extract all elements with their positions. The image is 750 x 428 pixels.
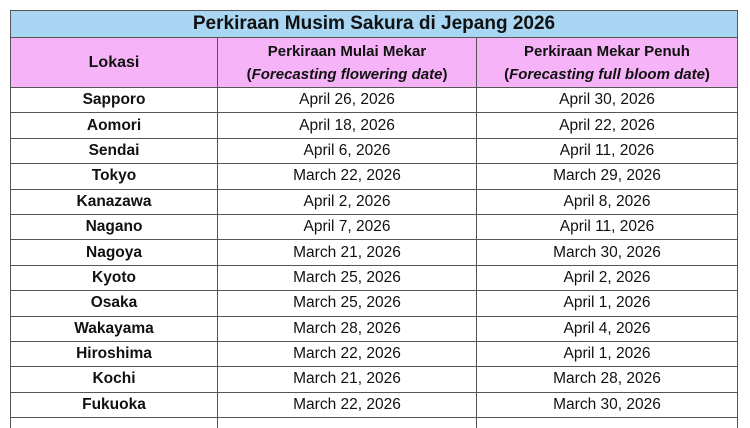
- full-bloom-date-cell: April 4, 2026: [477, 316, 738, 341]
- table-row: [11, 265, 738, 290]
- header-flowering-en: Forecasting flowering date: [252, 66, 443, 83]
- flowering-date-cell: April 18, 2026: [218, 113, 477, 138]
- table-row: [11, 214, 738, 239]
- table-row: [11, 240, 738, 265]
- table-row: [11, 138, 738, 163]
- table-row: [11, 291, 738, 316]
- full-bloom-date-cell: April 1, 2026: [477, 291, 738, 316]
- full-bloom-date-cell: April 22, 2026: [477, 113, 738, 138]
- full-bloom-date-cell: April 8, 2026: [477, 189, 738, 214]
- flowering-date-cell: March 22, 2026: [218, 164, 477, 189]
- location-cell: Sendai: [11, 138, 218, 163]
- table-row: [11, 341, 738, 366]
- header-flowering: [218, 38, 477, 88]
- table-row-partial: [11, 418, 738, 428]
- header-bloom-en: Forecasting full bloom date: [509, 66, 705, 83]
- flowering-date-cell: March 25, 2026: [218, 265, 477, 290]
- full-bloom-date-cell: March 30, 2026: [477, 240, 738, 265]
- location-cell: Aomori: [11, 113, 218, 138]
- flowering-date-cell: March 22, 2026: [218, 392, 477, 417]
- empty-cell: [11, 418, 218, 428]
- table-row: [11, 113, 738, 138]
- table-body: [11, 88, 738, 428]
- full-bloom-date-cell: April 11, 2026: [477, 214, 738, 239]
- sakura-forecast-table-wrapper: [10, 10, 737, 428]
- table-row: [11, 189, 738, 214]
- full-bloom-date-cell: April 30, 2026: [477, 88, 738, 113]
- empty-cell: [477, 418, 738, 428]
- table-row: [11, 164, 738, 189]
- location-cell: Osaka: [11, 291, 218, 316]
- flowering-date-cell: April 26, 2026: [218, 88, 477, 113]
- location-cell: Nagoya: [11, 240, 218, 265]
- full-bloom-date-cell: April 1, 2026: [477, 341, 738, 366]
- table-row: [11, 88, 738, 113]
- flowering-date-cell: April 6, 2026: [218, 138, 477, 163]
- flowering-date-cell: March 21, 2026: [218, 240, 477, 265]
- table-row: [11, 392, 738, 417]
- flowering-date-cell: April 7, 2026: [218, 214, 477, 239]
- location-cell: Fukuoka: [11, 392, 218, 417]
- header-location: Lokasi: [11, 38, 218, 88]
- header-bloom-en-wrap: (Forecasting full bloom date): [477, 63, 737, 86]
- header-flowering-id: Perkiraan Mulai Mekar: [218, 40, 476, 63]
- location-cell: Tokyo: [11, 164, 218, 189]
- flowering-date-cell: March 22, 2026: [218, 341, 477, 366]
- location-cell: Kochi: [11, 367, 218, 392]
- empty-cell: [218, 418, 477, 428]
- header-full-bloom: [477, 38, 738, 88]
- full-bloom-date-cell: March 30, 2026: [477, 392, 738, 417]
- full-bloom-date-cell: April 11, 2026: [477, 138, 738, 163]
- header-row: [11, 38, 738, 88]
- flowering-date-cell: March 21, 2026: [218, 367, 477, 392]
- full-bloom-date-cell: March 28, 2026: [477, 367, 738, 392]
- location-cell: Kyoto: [11, 265, 218, 290]
- header-bloom-id: Perkiraan Mekar Penuh: [477, 40, 737, 63]
- flowering-date-cell: March 25, 2026: [218, 291, 477, 316]
- title-row: [11, 11, 738, 38]
- full-bloom-date-cell: April 2, 2026: [477, 265, 738, 290]
- location-cell: Sapporo: [11, 88, 218, 113]
- flowering-date-cell: April 2, 2026: [218, 189, 477, 214]
- location-cell: Wakayama: [11, 316, 218, 341]
- location-cell: Kanazawa: [11, 189, 218, 214]
- location-cell: Hiroshima: [11, 341, 218, 366]
- table-row: [11, 367, 738, 392]
- sakura-forecast-table: [10, 10, 738, 428]
- table-title: Perkiraan Musim Sakura di Jepang 2026: [11, 11, 738, 38]
- location-cell: Nagano: [11, 214, 218, 239]
- full-bloom-date-cell: March 29, 2026: [477, 164, 738, 189]
- header-flowering-en-wrap: (Forecasting flowering date): [218, 63, 476, 86]
- flowering-date-cell: March 28, 2026: [218, 316, 477, 341]
- table-row: [11, 316, 738, 341]
